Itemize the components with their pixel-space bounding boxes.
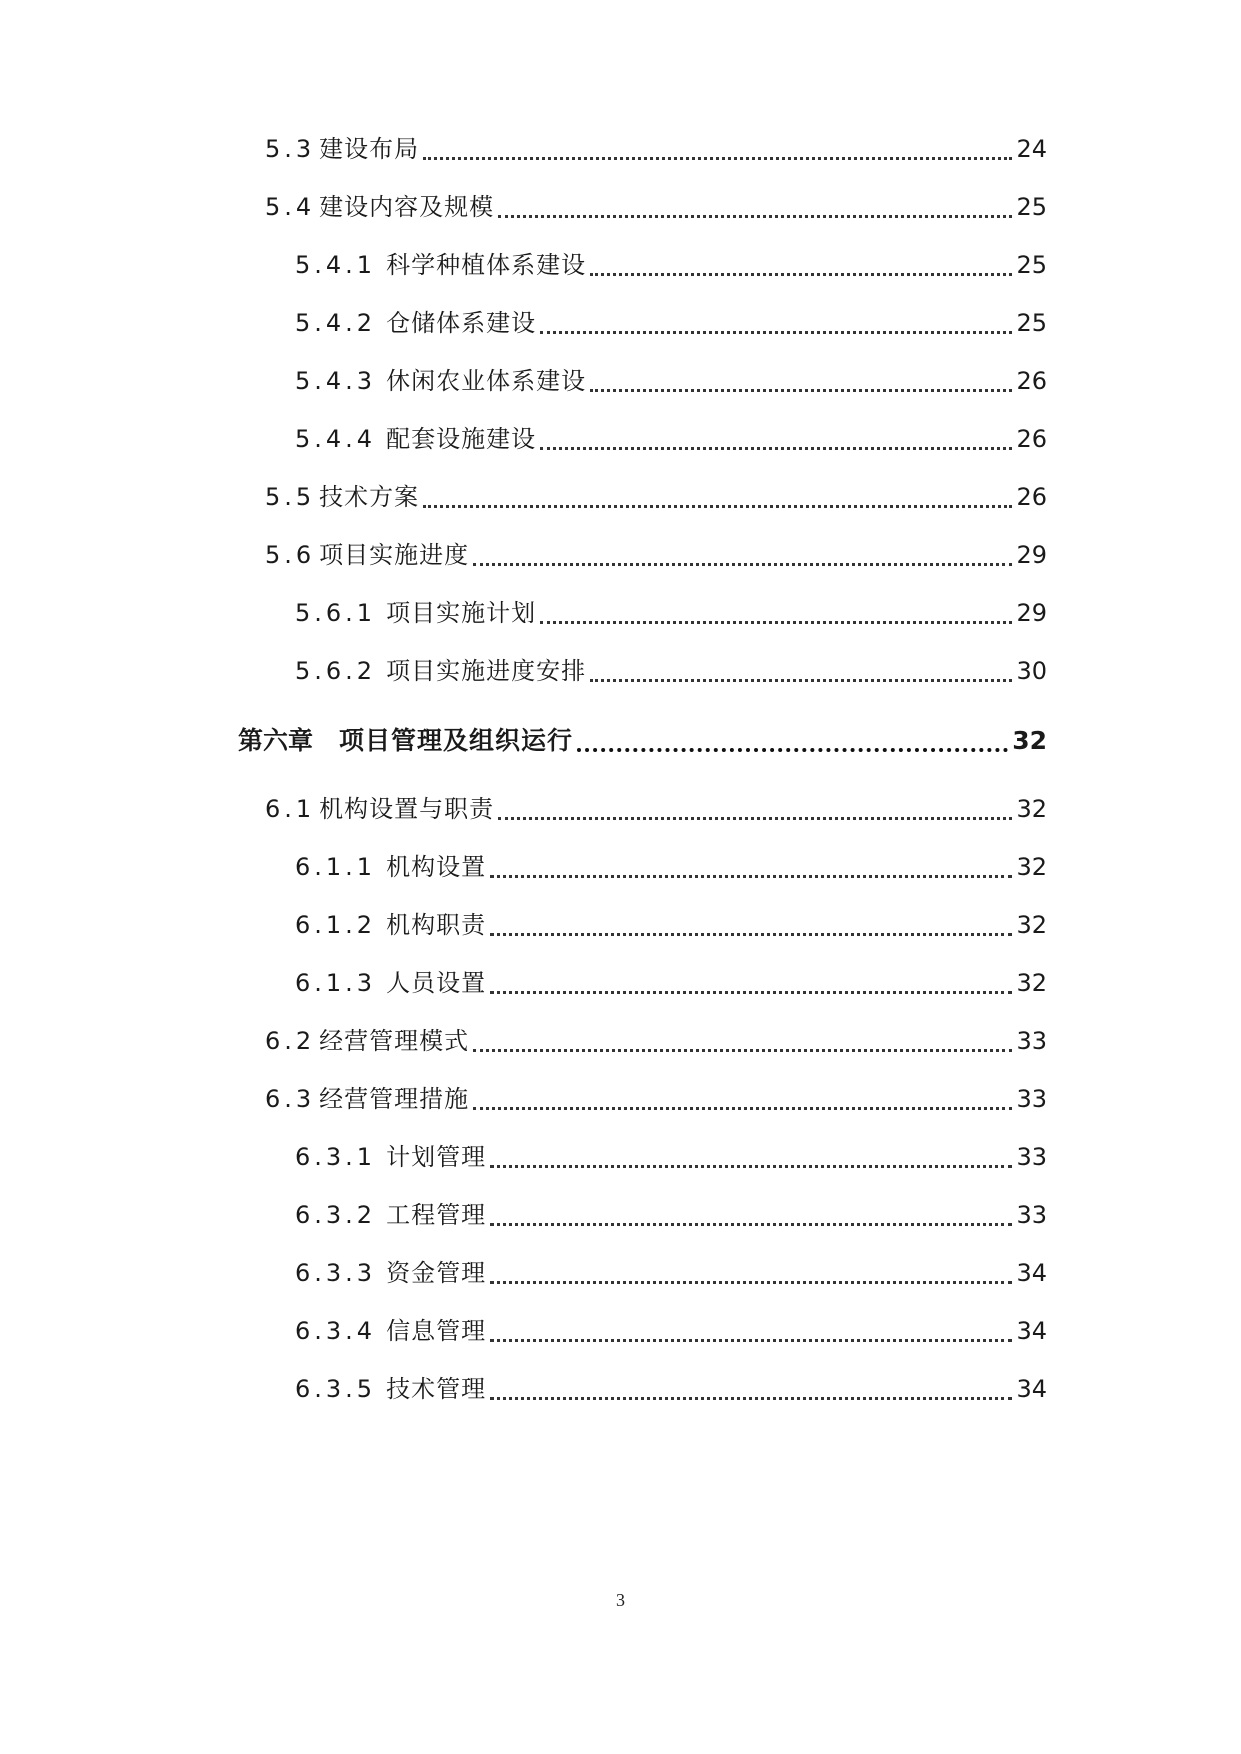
- dot-leader: [490, 933, 1012, 936]
- toc-entry-title: 计划管理: [386, 1143, 487, 1171]
- toc-entry-6-3-5[interactable]: [295, 1369, 1047, 1409]
- dot-leader: [540, 621, 1012, 624]
- toc-entry-number: 6.3.3: [295, 1259, 377, 1287]
- dot-leader: [423, 157, 1012, 160]
- toc-entry-page: 34: [1016, 1317, 1047, 1345]
- toc-entry-number: 5.4.1: [295, 251, 377, 279]
- toc-entry-title: 项目管理及组织运行: [339, 726, 574, 755]
- toc-entry-number: 6.1.1: [295, 853, 377, 881]
- dot-leader: [540, 447, 1012, 450]
- dot-leader: [590, 389, 1012, 392]
- toc-entry-number: 6.1.3: [295, 969, 377, 997]
- toc-entry-number: 6.1: [265, 795, 316, 823]
- toc-entry-title: 技术方案: [319, 483, 420, 511]
- toc-entry-page: 33: [1016, 1027, 1047, 1055]
- dot-leader: [473, 1107, 1012, 1110]
- toc-entry-6-1-2[interactable]: [295, 905, 1047, 945]
- toc-entry-number: 5.5: [265, 483, 316, 511]
- toc-entry-5-5[interactable]: [265, 477, 1047, 517]
- toc-entry-page: 25: [1016, 309, 1047, 337]
- toc-entry-title: 科学种植体系建设: [386, 251, 587, 279]
- toc-entry-title: 技术管理: [386, 1375, 487, 1403]
- toc-entry-page: 34: [1016, 1375, 1047, 1403]
- toc-entry-title: 机构设置与职责: [319, 795, 495, 823]
- toc-entry-6-2[interactable]: [265, 1021, 1047, 1061]
- toc-entry-title: 项目实施进度安排: [386, 657, 587, 685]
- dot-leader: [590, 273, 1012, 276]
- toc-entry-number: 5.3: [265, 135, 316, 163]
- toc-entry-number: 6.3.5: [295, 1375, 377, 1403]
- toc-entry-page: 32: [1012, 726, 1047, 755]
- dot-leader: [473, 1049, 1012, 1052]
- toc-entry-title: 建设布局: [319, 135, 420, 163]
- toc-entry-page: 34: [1016, 1259, 1047, 1287]
- toc-entry-title: 机构职责: [386, 911, 487, 939]
- toc-entry-6-3-1[interactable]: [295, 1137, 1047, 1177]
- toc-entry-title: 经营管理模式: [319, 1027, 470, 1055]
- toc-entry-number: 6.1.2: [295, 911, 377, 939]
- toc-entry-page: 32: [1016, 795, 1047, 823]
- toc-entry-page: 26: [1016, 367, 1047, 395]
- toc-entry-5-6[interactable]: [265, 535, 1047, 575]
- toc-entry-6-3[interactable]: [265, 1079, 1047, 1119]
- toc-entry-page: 26: [1016, 483, 1047, 511]
- toc-entry-chapter-6[interactable]: [238, 721, 1047, 761]
- toc-entry-page: 33: [1016, 1143, 1047, 1171]
- dot-leader: [473, 563, 1012, 566]
- toc-entry-title: 项目实施计划: [386, 599, 537, 627]
- dot-leader: [490, 875, 1012, 878]
- dot-leader: [490, 1339, 1012, 1342]
- toc-entry-number: 5.4.4: [295, 425, 377, 453]
- dot-leader: [490, 1397, 1012, 1400]
- toc-entry-number: 6.3.4: [295, 1317, 377, 1345]
- toc-entry-title: 工程管理: [386, 1201, 487, 1229]
- toc-entry-page: 24: [1016, 135, 1047, 163]
- toc-entry-5-3[interactable]: [265, 129, 1047, 169]
- toc-entry-number: 5.4: [265, 193, 316, 221]
- dot-leader: [490, 991, 1012, 994]
- toc-entry-6-3-2[interactable]: [295, 1195, 1047, 1235]
- toc-entry-number: 5.4.3: [295, 367, 377, 395]
- toc-entry-number: 5.4.2: [295, 309, 377, 337]
- toc-entry-5-4-2[interactable]: [295, 303, 1047, 343]
- toc-entry-6-1[interactable]: [265, 789, 1047, 829]
- toc-entry-title: 资金管理: [386, 1259, 487, 1287]
- dot-leader: [498, 817, 1012, 820]
- dot-leader: [540, 331, 1012, 334]
- toc-entry-number: 6.3: [265, 1085, 316, 1113]
- toc-entry-title: 项目实施进度: [319, 541, 470, 569]
- toc-entry-5-4-1[interactable]: [295, 245, 1047, 285]
- toc-entry-6-3-4[interactable]: [295, 1311, 1047, 1351]
- toc-entry-title: 信息管理: [386, 1317, 487, 1345]
- dot-leader: [590, 679, 1012, 682]
- toc-entry-page: 32: [1016, 969, 1047, 997]
- toc-entry-title: 休闲农业体系建设: [386, 367, 587, 395]
- toc-entry-page: 29: [1016, 599, 1047, 627]
- dot-leader: [490, 1165, 1012, 1168]
- toc-entry-page: 25: [1016, 251, 1047, 279]
- toc-entry-page: 30: [1016, 657, 1047, 685]
- toc-entry-page: 26: [1016, 425, 1047, 453]
- toc-entry-title: 经营管理措施: [319, 1085, 470, 1113]
- toc-entry-title: 配套设施建设: [386, 425, 537, 453]
- toc-entry-title: 人员设置: [386, 969, 487, 997]
- toc-entry-number: 6.3.1: [295, 1143, 377, 1171]
- toc-entry-6-1-1[interactable]: [295, 847, 1047, 887]
- toc-entry-5-6-2[interactable]: [295, 651, 1047, 691]
- toc-entry-number: 6.2: [265, 1027, 316, 1055]
- toc-entry-title: 机构设置: [386, 853, 487, 881]
- dot-leader: [490, 1281, 1012, 1284]
- toc-entry-6-3-3[interactable]: [295, 1253, 1047, 1293]
- dot-leader: [498, 215, 1012, 218]
- toc-entry-page: 25: [1016, 193, 1047, 221]
- dot-leader: [490, 1223, 1012, 1226]
- toc-entry-page: 32: [1016, 911, 1047, 939]
- toc-entry-number: 5.6.2: [295, 657, 377, 685]
- toc-entry-page: 33: [1016, 1085, 1047, 1113]
- toc-entry-number: 5.6: [265, 541, 316, 569]
- toc-entry-5-6-1[interactable]: [295, 593, 1047, 633]
- toc-entry-number: 5.6.1: [295, 599, 377, 627]
- toc-entry-number: 6.3.2: [295, 1201, 377, 1229]
- toc-entry-number: 第六章: [238, 726, 314, 755]
- toc-entry-6-1-3[interactable]: [295, 963, 1047, 1003]
- toc-entry-5-4[interactable]: [265, 187, 1047, 227]
- toc-entry-title: 建设内容及规模: [319, 193, 495, 221]
- dot-leader: [423, 505, 1012, 508]
- toc-entry-5-4-3[interactable]: [295, 361, 1047, 401]
- dot-leader: [577, 748, 1008, 752]
- toc-entry-page: 29: [1016, 541, 1047, 569]
- toc-entry-title: 仓储体系建设: [386, 309, 537, 337]
- page-number: 3: [616, 1590, 625, 1610]
- toc-entry-5-4-4[interactable]: [295, 419, 1047, 459]
- toc-entry-page: 33: [1016, 1201, 1047, 1229]
- toc-entry-page: 32: [1016, 853, 1047, 881]
